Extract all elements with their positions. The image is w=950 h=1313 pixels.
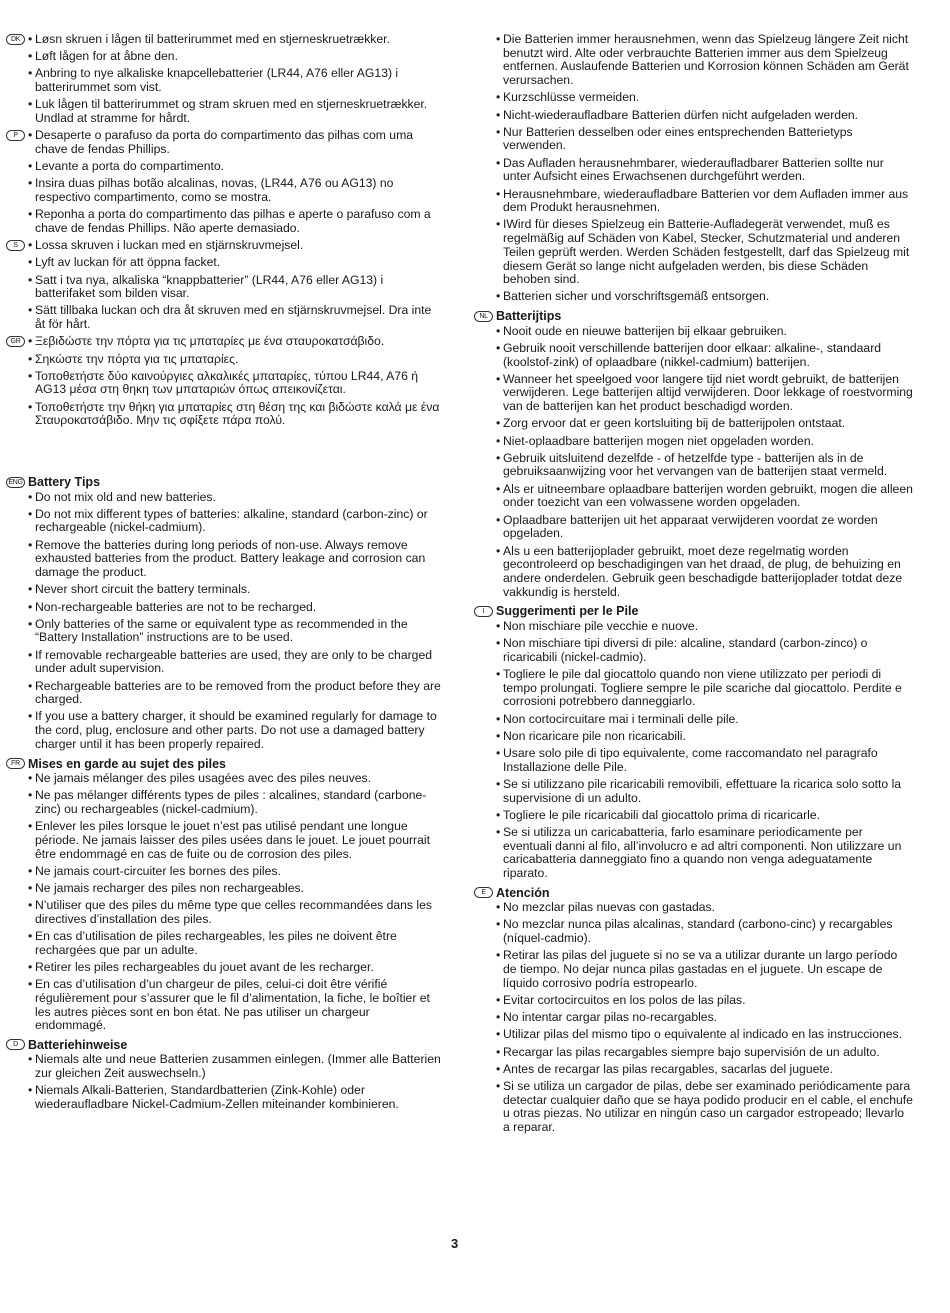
- language-badge: I: [474, 606, 493, 617]
- language-badge: P: [6, 130, 25, 141]
- section-heading: [474, 308, 914, 325]
- list-item: • Kurzschlüsse vermeiden.: [474, 91, 914, 105]
- battery-tips-section: [6, 474, 444, 752]
- list-item: • Retirar las pilas del juguete si no se va a utilizar durante un largo período de tiempo. No dejar nunca pilas gastadas en el juguete. Un escape de líquido corrosivo podría estropearlo.: [474, 949, 914, 990]
- list-item: • Utilizar pilas del mismo tipo o equivalente al indicado en las instrucciones.: [474, 1028, 914, 1042]
- list-item: • Herausnehmbare, wiederaufladbare Batterien vor dem Aufladen immer aus dem Produkt herausnehmen.: [474, 188, 914, 215]
- list-item: • En cas d’utilisation d’un chargeur de piles, celui-ci doit être vérifié régulièrement pour s’assurer que le fil d’alimentation, la fiche, le boîtier et les autres pièces sont en bon état. Ne pas utiliser un chargeur endommagé.: [6, 978, 444, 1033]
- list-item: • Løft lågen for at åbne den.: [6, 50, 444, 64]
- section-heading: [474, 603, 914, 620]
- list-item-text: Lossa skruven i luckan med en stjärnskruvmejsel.: [35, 238, 304, 253]
- list-item: • Ne jamais court-circuiter les bornes des piles.: [6, 865, 444, 879]
- section-title: Batterijtips: [496, 309, 562, 324]
- tips-list: [6, 772, 444, 1033]
- list-item: • Togliere le pile ricaricabili dal giocattolo prima di ricaricarle.: [474, 809, 914, 823]
- list-item: • Enlever les piles lorsque le jouet n’est pas utilisé pendant une longue période. Ne jamais laisser des piles usées dans le jouet. Le jouet pourrait être endommagé en cas de fuite ou de corrosion des piles.: [6, 820, 444, 861]
- list-item: • Sätt tillbaka luckan och dra åt skruven med en stjärnskruvmejsel. Dra inte åt för hårt.: [6, 304, 444, 331]
- list-item: • Retirer les piles rechargeables du jouet avant de les recharger.: [6, 961, 444, 975]
- list-item: • Niemals Alkali-Batterien, Standardbatterien (Zink-Kohle) oder wiederaufladbare Nickel-Cadmium-Zellen miteinander kombinieren.: [6, 1084, 444, 1111]
- list-item: • Reponha a porta do compartimento das pilhas e aperte o parafuso com a chave de fendas Phillips. Não aperte demasiado.: [6, 208, 444, 235]
- page-number: 3: [451, 1236, 459, 1251]
- list-item: • Usare solo pile di tipo equivalente, come raccomandato nel paragrafo Installazione delle Pile.: [474, 747, 914, 774]
- language-badge: ENG: [6, 477, 25, 488]
- bullet: •: [28, 128, 33, 143]
- list-item: • Zorg ervoor dat er geen kortsluiting bij de batterijpolen ontstaat.: [474, 417, 914, 431]
- list-item: • Non-rechargeable batteries are not to be recharged.: [6, 601, 444, 615]
- language-badge: DK: [6, 34, 25, 45]
- section-spacer: [6, 432, 444, 474]
- list-item: • Insira duas pilhas botão alcalinas, novas, (LR44, A76 ou AG13) no respectivo compartimento, como se mostra.: [6, 177, 444, 204]
- list-item: • Si se utiliza un cargador de pilas, debe ser examinado periódicamente para detectar cualquier daño que se haya podido producir en el cable, el enchufe u otras piezas. No utilizar en ningún caso un cargador estropeado; llevarlo a reparar.: [474, 1080, 914, 1135]
- section-title: Mises en garde au sujet des piles: [28, 756, 226, 771]
- list-item: • Niet-oplaadbare batterijen mogen niet opgeladen worden.: [474, 435, 914, 449]
- list-item: • Ne jamais recharger des piles non rechargeables.: [6, 882, 444, 896]
- list-item: • Σηκώστε την πόρτα για τις μπαταρίες.: [6, 353, 444, 367]
- list-item: [6, 239, 444, 253]
- list-item: [6, 335, 444, 349]
- list-item: • Never short circuit the battery terminals.: [6, 583, 444, 597]
- tips-list: [474, 325, 914, 600]
- continued-list: [474, 33, 914, 304]
- bullet: •: [28, 32, 33, 46]
- section-title: Atención: [496, 885, 550, 900]
- instruction-section: [6, 335, 444, 428]
- tips-list: [6, 491, 444, 752]
- section-title: Batteriehinweise: [28, 1037, 128, 1052]
- tips-list: [474, 901, 914, 1135]
- list-item: • Luk lågen til batterirummet og stram skruen med en stjerneskruetrækker. Undlad at stramme for hårdt.: [6, 98, 444, 125]
- list-item: • Togliere le pile dal giocattolo quando non viene utilizzato per periodi di tempo prolungati. Togliere sempre le pile scariche dal giocattolo. Perdite e corrosioni potrebbero danneggiarlo.: [474, 668, 914, 709]
- list-item: • Niemals alte und neue Batterien zusammen einlegen. (Immer alle Batterien zur gleichen Zeit auswechseln.): [6, 1053, 444, 1080]
- language-badge: D: [6, 1039, 25, 1050]
- instruction-list: [6, 353, 444, 429]
- list-item: • Evitar cortocircuitos en los polos de las pilas.: [474, 994, 914, 1008]
- instruction-list: [6, 160, 444, 236]
- list-item-text: Ξεβιδώστε την πόρτα για τις μπαταρίες με ένα σταυροκατσάβιδο.: [35, 334, 385, 349]
- section-heading: [474, 884, 914, 901]
- list-item: • Als er uitneembare oplaadbare batterijen worden gebruikt, mogen die alleen onder toezicht van een volwassene worden opgeladen.: [474, 483, 914, 510]
- list-item: • Gebruik uitsluitend dezelfde - of hetzelfde type - batterijen als in de gebruiksaanwijzing voor het vervangen van de batterijen staat vermeld.: [474, 452, 914, 479]
- list-item: • Batterien sicher und vorschriftsgemäß entsorgen.: [474, 290, 914, 304]
- list-item: • Se si utilizzano pile ricaricabili removibili, effettuare la ricarica solo sotto la supervisione di un adulto.: [474, 778, 914, 805]
- language-badge: E: [474, 887, 493, 898]
- list-item: • Als u een batterijoplader gebruikt, moet deze regelmatig worden gecontroleerd op beschadigingen van het draad, de plug, de behuizing en andere onderdelen. Gebruik geen beschadigde batterijoplader totdat deze vakkundig is hersteld.: [474, 545, 914, 600]
- tips-list: [474, 620, 914, 881]
- list-item: • Anbring to nye alkaliske knapcellebatterier (LR44, A76 eller AG13) i batterirummet som vist.: [6, 67, 444, 94]
- list-item: • IWird für dieses Spielzeug ein Batterie-Aufladegerät verwendet, muß es regelmäßig auf Schäden von Kabel, Stecker, Schutzmaterial und anderen Teilen geprüft werden. Werden Schäden festgestellt, darf das Spielzeug mit diesem Gerät so lange nicht aufgeladen werden, bis diese Schäden behoben sind.: [474, 218, 914, 287]
- list-item: • Oplaadbare batterijen uit het apparaat verwijderen voordat ze worden opgeladen.: [474, 514, 914, 541]
- list-item: • Non mischiare tipi diversi di pile: alcaline, standard (carbon-zinco) o ricaricabili (nickel-cadmio).: [474, 637, 914, 664]
- list-item: • Nooit oude en nieuwe batterijen bij elkaar gebruiken.: [474, 325, 914, 339]
- battery-tips-section: [6, 1036, 444, 1111]
- list-item: • Ne jamais mélanger des piles usagées avec des piles neuves.: [6, 772, 444, 786]
- list-item: • Rechargeable batteries are to be removed from the product before they are charged.: [6, 680, 444, 707]
- section-title: Suggerimenti per le Pile: [496, 604, 639, 619]
- list-item: • Non cortocircuitare mai i terminali delle pile.: [474, 713, 914, 727]
- list-item: • Das Aufladen herausnehmbarer, wiederaufladbarer Batterien sollte nur unter Aufsicht eines Erwachsenen durchgeführt werden.: [474, 157, 914, 184]
- list-item: • En cas d’utilisation de piles rechargeables, les piles ne doivent être rechargées que par un adulte.: [6, 930, 444, 957]
- list-item: • Non mischiare pile vecchie e nuove.: [474, 620, 914, 634]
- section-title: Battery Tips: [28, 475, 101, 490]
- list-item-text: Desaperte o parafuso da porta do compartimento das pilhas com uma chave de fendas Phillips.: [35, 128, 414, 156]
- section-heading: [6, 1036, 444, 1053]
- instruction-list: [6, 50, 444, 126]
- instruction-section: [6, 33, 444, 126]
- list-item: • Antes de recargar las pilas recargables, sacarlas del juguete.: [474, 1063, 914, 1077]
- language-badge: GR: [6, 336, 25, 347]
- list-item: • No mezclar nunca pilas alcalinas, standard (carbono-cinc) y recargables (níquel-cadmio).: [474, 918, 914, 945]
- battery-tips-section: [6, 755, 444, 1033]
- language-badge: NL: [474, 311, 493, 322]
- right-column: [474, 33, 914, 1138]
- list-item: • Ne pas mélanger différents types de piles : alcalines, standard (carbone-zinc) ou rechargeables (nickel-cadmium).: [6, 789, 444, 816]
- list-item: • Do not mix different types of batteries: alkaline, standard (carbon-zinc) or rechargeable (nickel-cadmium).: [6, 508, 444, 535]
- list-item: • Levante a porta do compartimento.: [6, 160, 444, 174]
- list-item: • Only batteries of the same or equivalent type as recommended in the “Battery Installation” instructions are to be used.: [6, 618, 444, 645]
- list-item: • No intentar cargar pilas no-recargables.: [474, 1011, 914, 1025]
- list-item: • Se si utilizza un caricabatteria, farlo esaminare periodicamente per eventuali danni al filo, all’involucro e ad altri componenti. Non utilizzare un caricabatteria danneggiato fino a quando non venga adeguatamente riparato.: [474, 826, 914, 881]
- list-item: • Die Batterien immer herausnehmen, wenn das Spielzeug längere Zeit nicht benutzt wird. Alte oder verbrauchte Batterien immer aus dem Spielzeug entfernen. Auslaufende Batterien und Korrosion können Schäden am Gerät verursachen.: [474, 33, 914, 88]
- language-badge: S: [6, 240, 25, 251]
- section-heading: [6, 474, 444, 491]
- list-item: • Gebruik nooit verschillende batterijen door elkaar: alkaline-, standaard (koolstof-zink) of oplaadbare (nikkel-cadmium) batterijen.: [474, 342, 914, 369]
- left-column: [6, 33, 444, 1115]
- list-item: • If you use a battery charger, it should be examined regularly for damage to the cord, plug, enclosure and other parts. Do not use a damaged battery charger until it has been properly repaired.: [6, 710, 444, 751]
- list-item: [6, 33, 444, 47]
- list-item: • Recargar las pilas recargables siempre bajo supervisión de un adulto.: [474, 1046, 914, 1060]
- list-item: • N’utiliser que des piles du même type que celles recommandées dans les directives d’installation des piles.: [6, 899, 444, 926]
- instruction-section: [6, 239, 444, 332]
- instruction-section: [6, 129, 444, 235]
- list-item: • Satt i tva nya, alkaliska “knappbatterier” (LR44, A76 eller AG13) i batterifaket som bilden visar.: [6, 274, 444, 301]
- list-item: • Nicht-wiederaufladbare Batterien dürfen nicht aufgeladen werden.: [474, 109, 914, 123]
- list-item: • Τοποθετήστε την θήκη για μπαταρίες στη θέση της και βιδώστε καλά με ένα Σταυροκατσάβιδο. Μην τις σφίξετε πάρα πολύ.: [6, 401, 444, 428]
- list-item: • Nur Batterien desselben oder eines entsprechenden Batterietyps verwenden.: [474, 126, 914, 153]
- section-heading: [6, 755, 444, 772]
- list-item: • Remove the batteries during long periods of non-use. Always remove exhausted batteries from the product. Battery leakage and corrosion can damage the product.: [6, 539, 444, 580]
- battery-tips-section: [474, 308, 914, 600]
- list-item: • No mezclar pilas nuevas con gastadas.: [474, 901, 914, 915]
- bullet: •: [28, 238, 33, 253]
- list-item: • Lyft av luckan för att öppna facket.: [6, 256, 444, 270]
- list-item: • Non ricaricare pile non ricaricabili.: [474, 730, 914, 744]
- battery-tips-section: [474, 603, 914, 881]
- list-item: [6, 129, 444, 156]
- list-item: • If removable rechargeable batteries are used, they are only to be charged under adult supervision.: [6, 649, 444, 676]
- list-item-text: Løsn skruen i lågen til batterirummet med en stjerneskruetrækker.: [35, 32, 390, 46]
- battery-tips-section: [474, 884, 914, 1135]
- instruction-list: [6, 256, 444, 332]
- list-item: • Τοποθετήστε δύο καινούργιες αλκαλικές μπαταρίες, τύπου LR44, A76 ή AG13 μέσα στη θηκη των μπαταριών όπως απεικονίζεται.: [6, 370, 444, 397]
- list-item: • Wanneer het speelgoed voor langere tijd niet wordt gebruikt, de batterijen verwijderen. Lege batterijen altijd verwijderen. Door lekkage of roestvorming van de batterijen kan het product beschadigd worden.: [474, 373, 914, 414]
- language-badge: FR: [6, 758, 25, 769]
- list-item: • Do not mix old and new batteries.: [6, 491, 444, 505]
- tips-list: [6, 1053, 444, 1111]
- bullet: •: [28, 334, 33, 349]
